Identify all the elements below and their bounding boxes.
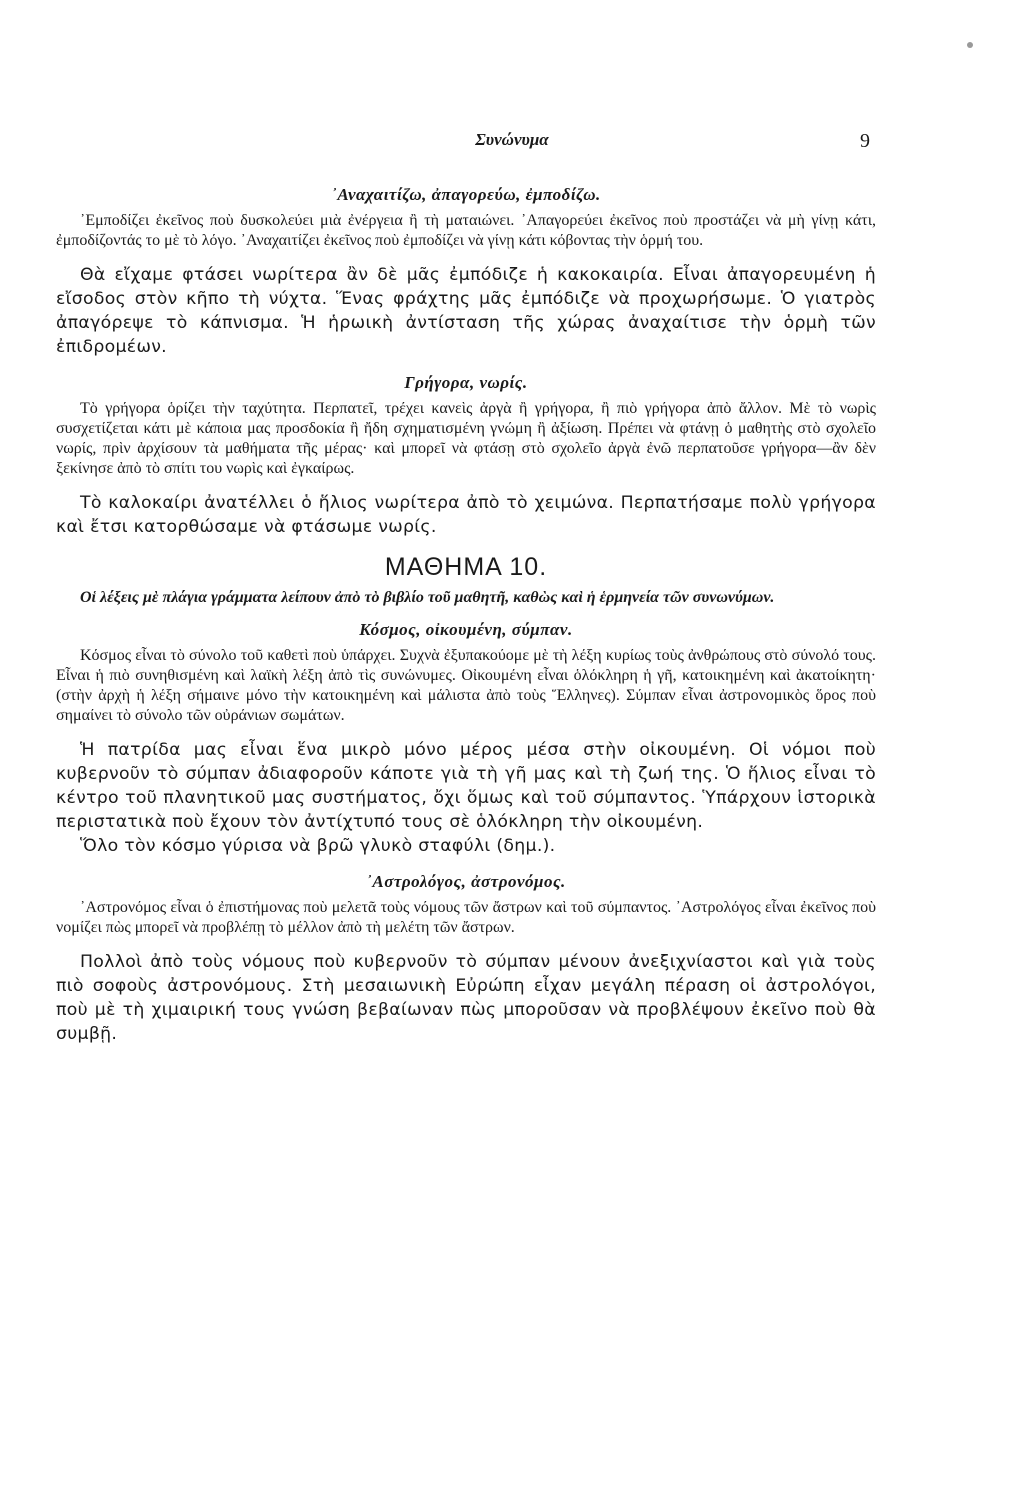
folk-song-quote: Ὅλο τὸν κόσμο γύρισα νὰ βρῶ γλυκὸ σταφύλι (δημ.).	[80, 836, 556, 856]
lesson-title: ΜΑΘΗΜΑ 10.	[384, 553, 548, 581]
page-number: 9	[860, 130, 870, 152]
section-heading: Γρήγορα, νωρίς.	[404, 373, 528, 392]
section-heading: ᾽Αναχαιτίζω, ἀπαγορεύω, ἐμποδίζω.	[331, 185, 601, 204]
definition-paragraph: Τὸ γρήγορα ὁρίζει τὴν ταχύτητα. Περπατεῖ, τρέχει κανεὶς ἀργὰ ἢ γρήγορα, ἢ πιὸ γρήγορα ἀπὸ ἄλλον. Μὲ τὸ νωρὶς συσχετίζεται κάτι μὲ κάποια μας προσδοκία ἢ ἤδη σχηματισμένη γνώμη ἢ ἀξίωση. Πρέπει νὰ φτάνῃ ὁ μαθητὴς στὸ σχολεῖο νωρίς, πρὶν ἀρχίσουν τὰ μαθήματα τῆς μέρας· καὶ μπορεῖ νὰ φτάσῃ στὸ σχολεῖο ἀργὰ ἐνῶ περπατοῦσε γρήγορα—ἂν δὲν ξεκίνησε ἀπὸ τὸ σπίτι του νωρὶς καὶ ἐγκαίρως.	[56, 400, 876, 477]
section-heading: ᾽Αστρολόγος, ἀστρονόμος.	[366, 872, 566, 891]
section-heading: Κόσμος, οἰκουμένη, σύμπαν.	[359, 620, 573, 639]
running-head: Συνώνυμα	[475, 130, 549, 149]
example-paragraph: Ἡ πατρίδα μας εἶναι ἕνα μικρὸ μόνο μέρος μέσα στὴν οἰκουμένη. Οἱ νόμοι ποὺ κυβερνοῦν τὸ σύμπαν ἀδιαφοροῦν κάποτε γιὰ τὴ γῆ μας καὶ τὴ ζωή της. Ὁ ἥλιος εἶναι τὸ κέντρο τοῦ πλανητικοῦ μας συστήματος, ὄχι ὅμως καὶ τοῦ σύμπαντος. Ὑπάρχουν ἱστορικὰ περιστατικὰ ποὺ ἔχουν τὸν ἀντίχτυπό τους σὲ ὁλόκληρη τὴν οἰκουμένη.	[56, 740, 876, 832]
text-column	[56, 185, 876, 1046]
example-paragraph: Πολλοὶ ἀπὸ τοὺς νόμους ποὺ κυβερνοῦν τὸ σύμπαν μένουν ἀνεξιχνίαστοι καὶ γιὰ τοὺς πιὸ σοφοὺς ἀστρονόμους. Στὴ μεσαιωνικὴ Εὐρώπη εἶχαν μεγάλη πέραση οἱ ἀστρολόγοι, ποὺ μὲ τὴ χιμαιρική τους γνώση βεβαίωναν πὼς μποροῦσαν νὰ προβλέψουν ἐκεῖνο ποὺ θὰ συμβῇ.	[56, 952, 876, 1044]
definition-paragraph: ᾽Εμποδίζει ἐκεῖνος ποὺ δυσκολεύει μιὰ ἐνέργεια ἢ τὴ ματαιώνει. ᾽Απαγορεύει ἐκεῖνος ποὺ προστάζει νὰ μὴ γίνῃ κάτι, ἐμποδίζοντάς το μὲ τὸ λόγο. ᾽Αναχαιτίζει ἐκεῖνος ποὺ ἐμποδίζει νὰ γίνῃ κάτι κόβοντας τὴν ὁρμή του.	[56, 212, 876, 249]
lesson-intro: Οἱ λέξεις μὲ πλάγια γράμματα λείπουν ἀπὸ τὸ βιβλίο τοῦ μαθητῆ, καθὼς καὶ ἡ ἑρμηνεία τῶν συνωνύμων.	[80, 589, 775, 606]
example-paragraph: Τὸ καλοκαίρι ἀνατέλλει ὁ ἥλιος νωρίτερα ἀπὸ τὸ χειμώνα. Περπατήσαμε πολὺ γρήγορα καὶ ἔτσι κατορθώσαμε νὰ φτάσωμε νωρίς.	[56, 493, 876, 537]
definition-paragraph: ᾽Αστρονόμος εἶναι ὁ ἐπιστήμονας ποὺ μελετᾶ τοὺς νόμους τῶν ἄστρων καὶ τοῦ σύμπαντος. ᾽Αστρολόγος εἶναι ἐκεῖνος ποὺ νομίζει πὼς μπορεῖ νὰ προβλέπῃ τὸ μέλλον ἀπὸ τὴ μελέτη τῶν ἄστρων.	[56, 899, 876, 936]
ink-spot	[967, 42, 973, 48]
example-paragraph: Θὰ εἴχαμε φτάσει νωρίτερα ἂν δὲ μᾶς ἐμπόδιζε ἡ κακοκαιρία. Εἶναι ἀπαγορευμένη ἡ εἴσοδος στὸν κῆπο τὴ νύχτα. Ἕνας φράχτης μᾶς ἐμπόδιζε νὰ προχωρήσωμε. Ὁ γιατρὸς ἀπαγόρεψε τὸ κάπνισμα. Ἡ ἡρωικὴ ἀντίσταση τῆς χώρας ἀναχαίτισε τὴν ὁρμὴ τῶν ἐπιδρομέων.	[56, 265, 876, 357]
definition-paragraph: Κόσμος εἶναι τὸ σύνολο τοῦ καθετὶ ποὺ ὑπάρχει. Συχνὰ ἐξυπακούομε μὲ τὴ λέξη κυρίως τοὺς ἀνθρώπους στὸ σύνολό τους. Εἶναι ἡ πιὸ συνηθισμένη καὶ λαϊκὴ λέξη ἀπὸ τὶς συνώνυμες. Οἰκουμένη εἶναι ὁλόκληρη ἡ γῆ, κατοικημένη καὶ ἀκατοίκητη· (στὴν ἀρχὴ ἡ λέξη σήμαινε μόνο τὴν κατοικημένη καὶ μάλιστα ἀπὸ τοὺς Ἕλληνες). Σύμπαν εἶναι ἀστρονομικὸς ὅρος ποὺ σημαίνει τὸ σύνολο τῶν οὐράνιων σωμάτων.	[56, 647, 876, 724]
